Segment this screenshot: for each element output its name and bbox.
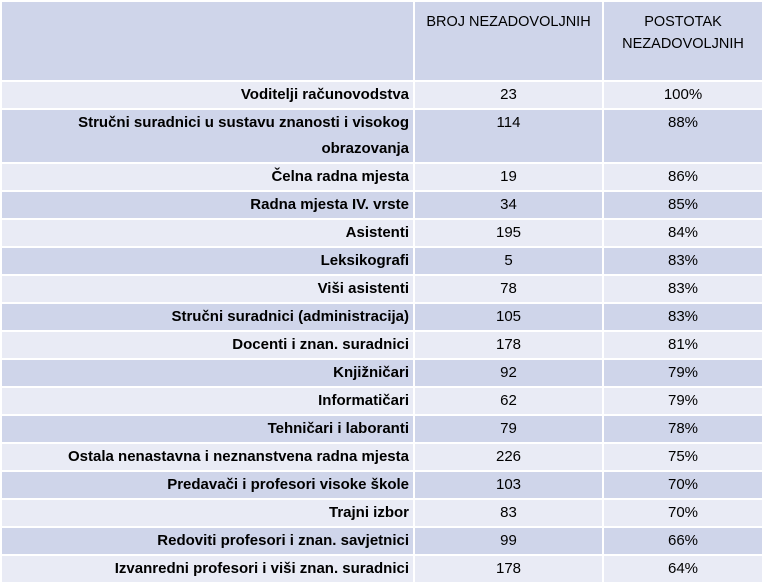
table-row xyxy=(1,527,762,555)
row-label: Asistenti xyxy=(1,219,414,247)
row-label: Leksikografi xyxy=(1,247,414,275)
table-row xyxy=(1,191,762,219)
row-label: Trajni izbor xyxy=(1,499,414,527)
table-row xyxy=(1,81,762,109)
row-label: Docenti i znan. suradnici xyxy=(1,331,414,359)
row-percentage: 84% xyxy=(603,219,762,247)
row-percentage: 100% xyxy=(603,81,762,109)
row-percentage: 83% xyxy=(603,247,762,275)
row-label: Informatičari xyxy=(1,387,414,415)
row-percentage: 79% xyxy=(603,387,762,415)
header-percentage: POSTOTAK NEZADOVOLJNIH xyxy=(603,1,762,81)
table-row xyxy=(1,303,762,331)
header-blank-cell xyxy=(1,1,414,81)
row-percentage: 66% xyxy=(603,527,762,555)
row-percentage: 79% xyxy=(603,359,762,387)
table-row xyxy=(1,387,762,415)
table-row xyxy=(1,247,762,275)
row-count: 34 xyxy=(414,191,603,219)
table-row xyxy=(1,275,762,303)
row-percentage: 81% xyxy=(603,331,762,359)
table-row xyxy=(1,415,762,443)
row-label: Izvanredni profesori i viši znan. suradnici xyxy=(1,555,414,583)
row-count: 79 xyxy=(414,415,603,443)
row-count: 78 xyxy=(414,275,603,303)
row-percentage: 86% xyxy=(603,163,762,191)
row-count: 114 xyxy=(414,109,603,163)
row-count: 19 xyxy=(414,163,603,191)
table-row xyxy=(1,359,762,387)
row-percentage: 70% xyxy=(603,499,762,527)
row-label: Viši asistenti xyxy=(1,275,414,303)
header-count: BROJ NEZADOVOLJNIH xyxy=(414,1,603,81)
row-label: Čelna radna mjesta xyxy=(1,163,414,191)
table-row xyxy=(1,219,762,247)
row-count: 178 xyxy=(414,555,603,583)
row-label: Ostala nenastavna i neznanstvena radna mjesta xyxy=(1,443,414,471)
row-percentage: 64% xyxy=(603,555,762,583)
row-label: Tehničari i laboranti xyxy=(1,415,414,443)
row-label: Stručni suradnici (administracija) xyxy=(1,303,414,331)
row-count: 103 xyxy=(414,471,603,499)
table-row xyxy=(1,163,762,191)
row-count: 83 xyxy=(414,499,603,527)
table-body xyxy=(1,81,762,583)
row-label: Predavači i profesori visoke škole xyxy=(1,471,414,499)
row-percentage: 88% xyxy=(603,109,762,163)
table-header-row xyxy=(1,1,762,81)
row-count: 62 xyxy=(414,387,603,415)
row-count: 5 xyxy=(414,247,603,275)
row-label: Redoviti profesori i znan. savjetnici xyxy=(1,527,414,555)
row-label: Radna mjesta IV. vrste xyxy=(1,191,414,219)
row-percentage: 78% xyxy=(603,415,762,443)
row-count: 99 xyxy=(414,527,603,555)
row-count: 23 xyxy=(414,81,603,109)
row-label: Knjižničari xyxy=(1,359,414,387)
table-row xyxy=(1,331,762,359)
row-percentage: 70% xyxy=(603,471,762,499)
table-row xyxy=(1,109,762,163)
row-percentage: 85% xyxy=(603,191,762,219)
table-row xyxy=(1,443,762,471)
table-row xyxy=(1,499,762,527)
row-count: 178 xyxy=(414,331,603,359)
row-percentage: 75% xyxy=(603,443,762,471)
row-label: Voditelji računovodstva xyxy=(1,81,414,109)
row-label: Stručni suradnici u sustavu znanosti i visokog obrazovanja xyxy=(1,109,414,163)
row-count: 226 xyxy=(414,443,603,471)
table-row xyxy=(1,555,762,583)
row-percentage: 83% xyxy=(603,275,762,303)
row-count: 92 xyxy=(414,359,603,387)
row-percentage: 83% xyxy=(603,303,762,331)
row-count: 195 xyxy=(414,219,603,247)
row-count: 105 xyxy=(414,303,603,331)
table-row xyxy=(1,471,762,499)
